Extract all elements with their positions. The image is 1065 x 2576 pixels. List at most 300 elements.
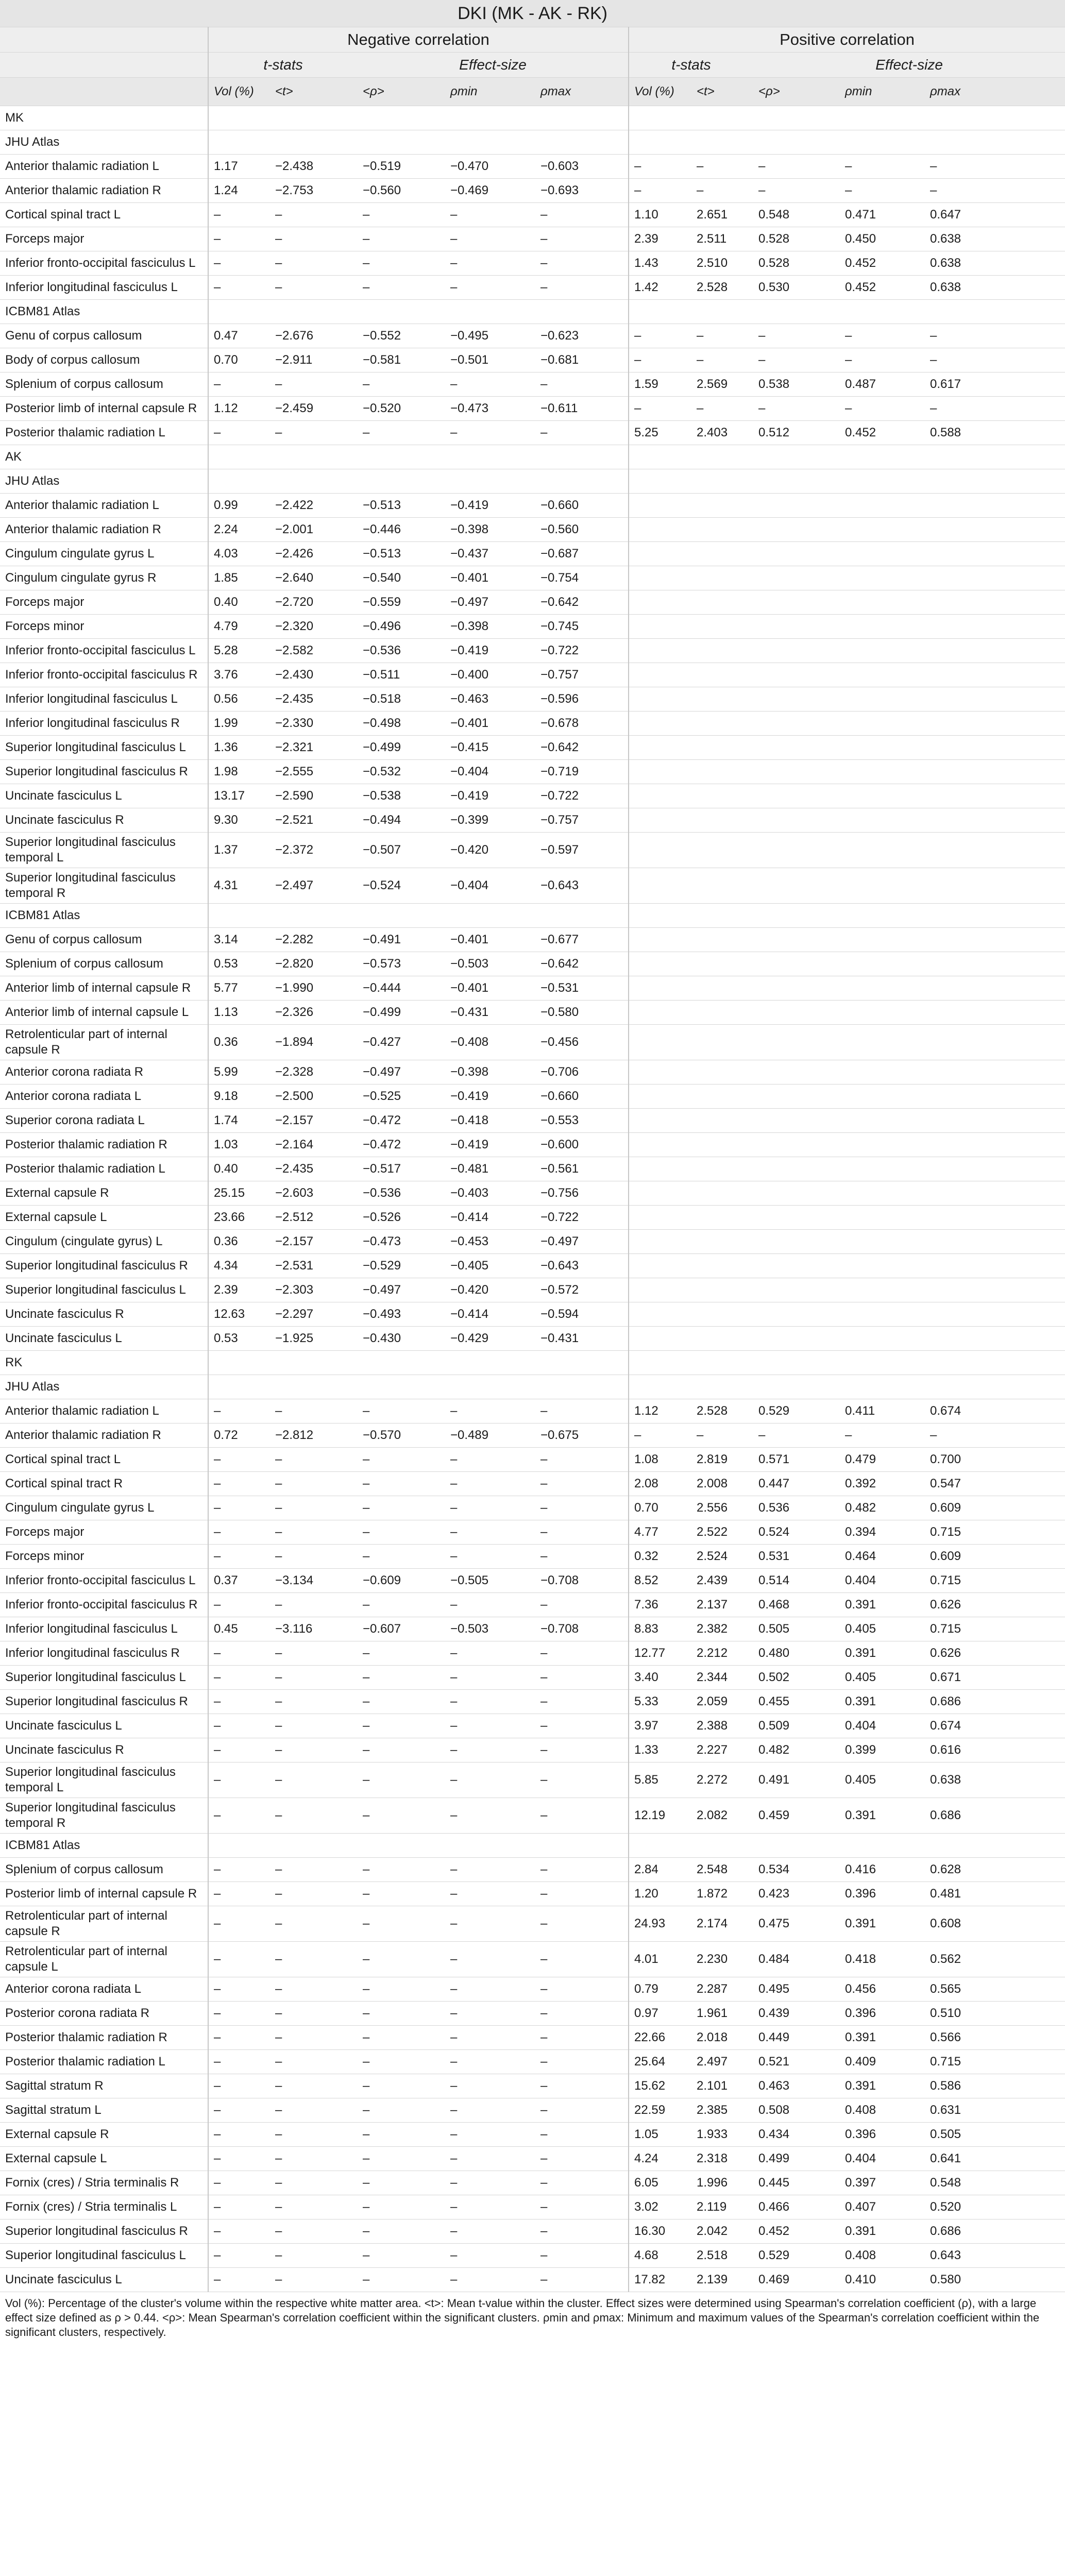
- value-cell: −0.560: [358, 179, 445, 203]
- value-cell: 0.396: [840, 2123, 925, 2147]
- value-cell: [691, 1001, 753, 1025]
- value-cell: –: [445, 1496, 535, 1520]
- value-cell: 0.392: [840, 1472, 925, 1496]
- table-row: [0, 372, 1065, 397]
- empty-cell: [270, 130, 358, 155]
- value-cell: −0.706: [535, 1060, 629, 1084]
- value-cell: [629, 566, 691, 590]
- value-cell: [629, 1084, 691, 1109]
- empty-cell: [840, 469, 925, 494]
- value-cell: −0.519: [358, 155, 445, 179]
- value-cell: 1.20: [629, 1882, 691, 1906]
- col-header-region: [0, 78, 208, 106]
- value-cell: [925, 976, 1065, 1001]
- value-cell: 0.571: [753, 1448, 840, 1472]
- value-cell: [925, 590, 1065, 615]
- value-cell: 0.626: [925, 1593, 1065, 1617]
- value-cell: 0.495: [753, 1977, 840, 2002]
- neg-tstats-header: t-stats: [208, 53, 358, 78]
- value-cell: −0.607: [358, 1617, 445, 1641]
- atlas-label: ICBM81 Atlas: [0, 1834, 208, 1858]
- value-cell: −0.609: [358, 1569, 445, 1593]
- value-cell: –: [208, 2123, 270, 2147]
- table-row: [0, 2074, 1065, 2098]
- value-cell: –: [270, 2002, 358, 2026]
- region-cell: Superior longitudinal fasciculus R: [0, 1690, 208, 1714]
- col-header-pos-rhomin: ρmin: [840, 78, 925, 106]
- value-cell: –: [208, 1520, 270, 1545]
- value-cell: 2.528: [691, 1399, 753, 1423]
- value-cell: –: [445, 2147, 535, 2171]
- empty-cell: [358, 1834, 445, 1858]
- empty-cell: [925, 1375, 1065, 1399]
- value-cell: −0.678: [535, 711, 629, 736]
- value-cell: −2.812: [270, 1423, 358, 1448]
- value-cell: [629, 1254, 691, 1278]
- value-cell: –: [270, 1798, 358, 1834]
- table-row: [0, 1399, 1065, 1423]
- value-cell: –: [208, 2244, 270, 2268]
- value-cell: 1.85: [208, 566, 270, 590]
- empty-cell: [925, 445, 1065, 469]
- value-cell: –: [535, 1448, 629, 1472]
- value-cell: 22.59: [629, 2098, 691, 2123]
- value-cell: –: [445, 1942, 535, 1977]
- value-cell: –: [445, 1690, 535, 1714]
- value-cell: 0.529: [753, 2244, 840, 2268]
- value-cell: –: [535, 2244, 629, 2268]
- region-cell: Inferior longitudinal fasciculus R: [0, 1641, 208, 1666]
- value-cell: 0.463: [753, 2074, 840, 2098]
- value-cell: 5.85: [629, 1762, 691, 1798]
- value-cell: 0.484: [753, 1942, 840, 1977]
- value-cell: [925, 1278, 1065, 1302]
- value-cell: −0.536: [358, 639, 445, 663]
- value-cell: 0.452: [840, 421, 925, 445]
- value-cell: 1.99: [208, 711, 270, 736]
- value-cell: 0.464: [840, 1545, 925, 1569]
- value-cell: 0.638: [925, 276, 1065, 300]
- value-cell: [753, 639, 840, 663]
- value-cell: [925, 1084, 1065, 1109]
- value-cell: 0.391: [840, 2074, 925, 2098]
- region-cell: Anterior thalamic radiation L: [0, 1399, 208, 1423]
- value-cell: [753, 928, 840, 952]
- value-cell: 0.416: [840, 1858, 925, 1882]
- value-cell: −0.560: [535, 518, 629, 542]
- col-header-neg-rhomax: ρmax: [535, 78, 629, 106]
- table-row: [0, 2123, 1065, 2147]
- value-cell: 1.933: [691, 2123, 753, 2147]
- empty-cell: [445, 106, 535, 130]
- value-cell: −0.660: [535, 1084, 629, 1109]
- value-cell: 2.230: [691, 1942, 753, 1977]
- value-cell: −0.414: [445, 1206, 535, 1230]
- region-cell: Cortical spinal tract L: [0, 203, 208, 227]
- value-cell: [691, 1302, 753, 1327]
- value-cell: −0.603: [535, 155, 629, 179]
- value-cell: [925, 1302, 1065, 1327]
- value-cell: −0.399: [445, 808, 535, 833]
- empty-cell: [270, 1375, 358, 1399]
- value-cell: 13.17: [208, 784, 270, 808]
- value-cell: 0.408: [840, 2244, 925, 2268]
- value-cell: 3.14: [208, 928, 270, 952]
- value-cell: [840, 928, 925, 952]
- value-cell: −0.493: [358, 1302, 445, 1327]
- value-cell: 0.491: [753, 1762, 840, 1798]
- value-cell: 0.686: [925, 1690, 1065, 1714]
- value-cell: −0.532: [358, 760, 445, 784]
- value-cell: −2.328: [270, 1060, 358, 1084]
- value-cell: 17.82: [629, 2268, 691, 2292]
- empty-cell: [535, 1375, 629, 1399]
- value-cell: [925, 566, 1065, 590]
- col-header-pos-rho: <ρ>: [753, 78, 840, 106]
- value-cell: 2.344: [691, 1666, 753, 1690]
- value-cell: 0.715: [925, 2050, 1065, 2074]
- table-row: [0, 179, 1065, 203]
- value-cell: 0.700: [925, 1448, 1065, 1472]
- region-cell: Anterior thalamic radiation R: [0, 179, 208, 203]
- empty-cell: [925, 1834, 1065, 1858]
- value-cell: –: [753, 1423, 840, 1448]
- value-cell: 0.56: [208, 687, 270, 711]
- table-row: [0, 542, 1065, 566]
- value-cell: –: [270, 2050, 358, 2074]
- empty-cell: [691, 1834, 753, 1858]
- region-cell: Anterior thalamic radiation R: [0, 518, 208, 542]
- value-cell: –: [535, 1942, 629, 1977]
- value-cell: –: [208, 1545, 270, 1569]
- value-cell: 0.626: [925, 1641, 1065, 1666]
- region-cell: Inferior longitudinal fasciculus L: [0, 276, 208, 300]
- empty-cell: [358, 106, 445, 130]
- value-cell: –: [208, 2268, 270, 2292]
- value-cell: −0.505: [445, 1569, 535, 1593]
- value-cell: −2.422: [270, 494, 358, 518]
- value-cell: −3.134: [270, 1569, 358, 1593]
- region-cell: Superior longitudinal fasciculus temporal R: [0, 868, 208, 904]
- region-cell: Superior longitudinal fasciculus L: [0, 736, 208, 760]
- value-cell: −2.164: [270, 1133, 358, 1157]
- table-row: [0, 976, 1065, 1001]
- empty-cell: [840, 904, 925, 928]
- value-cell: [691, 928, 753, 952]
- value-cell: 25.15: [208, 1181, 270, 1206]
- value-cell: [840, 784, 925, 808]
- value-cell: –: [535, 2219, 629, 2244]
- value-cell: [691, 518, 753, 542]
- value-cell: −2.157: [270, 1109, 358, 1133]
- value-cell: –: [840, 324, 925, 348]
- region-cell: Inferior fronto-occipital fasciculus L: [0, 1569, 208, 1593]
- value-cell: 2.042: [691, 2219, 753, 2244]
- value-cell: –: [629, 155, 691, 179]
- value-cell: –: [535, 1798, 629, 1834]
- value-cell: [691, 494, 753, 518]
- value-cell: [629, 639, 691, 663]
- table-row: [0, 566, 1065, 590]
- section-label: RK: [0, 1351, 208, 1375]
- value-cell: –: [358, 1520, 445, 1545]
- value-cell: 0.396: [840, 1882, 925, 1906]
- value-cell: –: [445, 2098, 535, 2123]
- value-cell: –: [445, 1593, 535, 1617]
- value-cell: –: [270, 372, 358, 397]
- value-cell: 0.674: [925, 1399, 1065, 1423]
- value-cell: −0.496: [358, 615, 445, 639]
- value-cell: [629, 1001, 691, 1025]
- value-cell: 0.97: [629, 2002, 691, 2026]
- table-row: [0, 1520, 1065, 1545]
- value-cell: [840, 1060, 925, 1084]
- value-cell: −0.494: [358, 808, 445, 833]
- pos-effect-size-header: Effect-size: [753, 53, 1065, 78]
- table-row: [0, 784, 1065, 808]
- region-cell: Uncinate fasciculus R: [0, 1302, 208, 1327]
- region-cell: Sagittal stratum R: [0, 2074, 208, 2098]
- value-cell: 0.36: [208, 1230, 270, 1254]
- value-cell: −0.497: [445, 590, 535, 615]
- value-cell: 0.468: [753, 1593, 840, 1617]
- empty-cell: [208, 300, 270, 324]
- value-cell: −0.561: [535, 1157, 629, 1181]
- empty-cell: [925, 130, 1065, 155]
- col-header-pos-t: <t>: [691, 78, 753, 106]
- value-cell: –: [270, 2123, 358, 2147]
- value-cell: [753, 784, 840, 808]
- value-cell: [629, 1157, 691, 1181]
- value-cell: [840, 760, 925, 784]
- corner-cell: [0, 27, 208, 53]
- value-cell: [629, 868, 691, 904]
- empty-cell: [270, 1834, 358, 1858]
- value-cell: −0.497: [358, 1060, 445, 1084]
- value-cell: 0.471: [840, 203, 925, 227]
- value-cell: –: [535, 2098, 629, 2123]
- value-cell: –: [445, 2171, 535, 2195]
- value-cell: 0.391: [840, 1906, 925, 1942]
- value-cell: [691, 1230, 753, 1254]
- value-cell: [753, 736, 840, 760]
- value-cell: –: [535, 251, 629, 276]
- value-cell: –: [445, 1520, 535, 1545]
- value-cell: [753, 518, 840, 542]
- table-row: [0, 1906, 1065, 1942]
- empty-cell: [691, 904, 753, 928]
- value-cell: −0.437: [445, 542, 535, 566]
- positive-correlation-header: Positive correlation: [629, 27, 1065, 53]
- value-cell: 1.24: [208, 179, 270, 203]
- value-cell: 1.43: [629, 251, 691, 276]
- value-cell: [753, 663, 840, 687]
- value-cell: [691, 1060, 753, 1084]
- value-cell: −0.520: [358, 397, 445, 421]
- empty-cell: [535, 1834, 629, 1858]
- value-cell: −2.430: [270, 663, 358, 687]
- value-cell: −0.581: [358, 348, 445, 372]
- value-cell: –: [270, 1942, 358, 1977]
- value-cell: –: [270, 2098, 358, 2123]
- value-cell: 2.510: [691, 251, 753, 276]
- value-cell: 5.33: [629, 1690, 691, 1714]
- region-cell: Forceps major: [0, 227, 208, 251]
- value-cell: 0.638: [925, 1762, 1065, 1798]
- empty-cell: [629, 1834, 691, 1858]
- value-cell: 0.79: [629, 1977, 691, 2002]
- value-cell: 4.68: [629, 2244, 691, 2268]
- value-cell: –: [535, 1690, 629, 1714]
- value-cell: −0.499: [358, 736, 445, 760]
- value-cell: [840, 736, 925, 760]
- value-cell: 0.72: [208, 1423, 270, 1448]
- value-cell: 0.99: [208, 494, 270, 518]
- value-cell: –: [535, 1593, 629, 1617]
- empty-cell: [208, 1834, 270, 1858]
- value-cell: –: [208, 1858, 270, 1882]
- region-cell: Retrolenticular part of internal capsule R: [0, 1025, 208, 1060]
- value-cell: 5.25: [629, 421, 691, 445]
- value-cell: −0.419: [445, 1133, 535, 1157]
- empty-cell: [840, 300, 925, 324]
- value-cell: –: [208, 2002, 270, 2026]
- atlas-label: JHU Atlas: [0, 130, 208, 155]
- value-cell: 2.174: [691, 1906, 753, 1942]
- value-cell: [753, 1254, 840, 1278]
- value-cell: 0.53: [208, 952, 270, 976]
- region-cell: External capsule L: [0, 1206, 208, 1230]
- value-cell: –: [358, 2171, 445, 2195]
- value-cell: 1.33: [629, 1738, 691, 1762]
- value-cell: [925, 868, 1065, 904]
- empty-cell: [535, 106, 629, 130]
- value-cell: –: [358, 1399, 445, 1423]
- empty-cell: [629, 130, 691, 155]
- empty-cell: [629, 904, 691, 928]
- value-cell: –: [270, 1593, 358, 1617]
- table-row: [0, 1206, 1065, 1230]
- value-cell: –: [208, 421, 270, 445]
- empty-cell: [691, 106, 753, 130]
- col-header-neg-rhomin: ρmin: [445, 78, 535, 106]
- value-cell: –: [691, 1423, 753, 1448]
- value-cell: −2.282: [270, 928, 358, 952]
- value-cell: −2.330: [270, 711, 358, 736]
- value-cell: –: [445, 2244, 535, 2268]
- value-cell: 0.638: [925, 227, 1065, 251]
- value-cell: 2.511: [691, 227, 753, 251]
- value-cell: –: [208, 2074, 270, 2098]
- value-cell: −2.590: [270, 784, 358, 808]
- region-cell: Posterior thalamic radiation L: [0, 2050, 208, 2074]
- table-row: [0, 1448, 1065, 1472]
- value-cell: –: [270, 1641, 358, 1666]
- value-cell: –: [208, 203, 270, 227]
- value-cell: –: [208, 1906, 270, 1942]
- value-cell: –: [270, 1496, 358, 1520]
- value-cell: [840, 663, 925, 687]
- value-cell: −0.427: [358, 1025, 445, 1060]
- value-cell: –: [445, 1798, 535, 1834]
- region-cell: Inferior longitudinal fasciculus L: [0, 1617, 208, 1641]
- value-cell: –: [535, 2147, 629, 2171]
- empty-cell: [629, 469, 691, 494]
- value-cell: 2.388: [691, 1714, 753, 1738]
- value-cell: [691, 736, 753, 760]
- value-cell: −0.517: [358, 1157, 445, 1181]
- section-row: [0, 445, 1065, 469]
- value-cell: –: [535, 1496, 629, 1520]
- empty-cell: [753, 130, 840, 155]
- value-cell: 0.509: [753, 1714, 840, 1738]
- value-cell: −0.552: [358, 324, 445, 348]
- value-cell: –: [535, 1977, 629, 2002]
- value-cell: −0.722: [535, 784, 629, 808]
- value-cell: –: [208, 1798, 270, 1834]
- value-cell: 0.53: [208, 1327, 270, 1351]
- value-cell: −0.518: [358, 687, 445, 711]
- table-row: [0, 663, 1065, 687]
- value-cell: –: [445, 1858, 535, 1882]
- col-header-pos-rhomax: ρmax: [925, 78, 1065, 106]
- value-cell: −2.640: [270, 566, 358, 590]
- value-cell: [925, 1133, 1065, 1157]
- value-cell: [925, 1206, 1065, 1230]
- value-cell: −0.597: [535, 833, 629, 868]
- value-cell: 0.404: [840, 1569, 925, 1593]
- value-cell: –: [208, 1690, 270, 1714]
- subgroup-header-row: [0, 53, 1065, 78]
- value-cell: [753, 868, 840, 904]
- value-cell: [691, 1025, 753, 1060]
- col-header-pos-vol: Vol (%): [629, 78, 691, 106]
- value-cell: −2.582: [270, 639, 358, 663]
- region-cell: Posterior thalamic radiation L: [0, 1157, 208, 1181]
- value-cell: 2.569: [691, 372, 753, 397]
- table-row: [0, 1882, 1065, 1906]
- value-cell: 0.510: [925, 2002, 1065, 2026]
- value-cell: –: [535, 1545, 629, 1569]
- empty-cell: [208, 106, 270, 130]
- value-cell: –: [445, 2074, 535, 2098]
- table-row: [0, 1569, 1065, 1593]
- value-cell: −0.531: [535, 976, 629, 1001]
- table-row: [0, 1545, 1065, 1569]
- value-cell: 0.475: [753, 1906, 840, 1942]
- value-cell: 0.647: [925, 203, 1065, 227]
- value-cell: −0.429: [445, 1327, 535, 1351]
- value-cell: –: [535, 2268, 629, 2292]
- value-cell: 0.456: [840, 1977, 925, 2002]
- value-cell: 0.534: [753, 1858, 840, 1882]
- value-cell: −2.521: [270, 808, 358, 833]
- value-cell: [925, 1327, 1065, 1351]
- empty-cell: [445, 445, 535, 469]
- value-cell: 1.961: [691, 2002, 753, 2026]
- empty-cell: [629, 106, 691, 130]
- value-cell: −0.596: [535, 687, 629, 711]
- region-cell: Superior longitudinal fasciculus L: [0, 1278, 208, 1302]
- value-cell: 1.13: [208, 1001, 270, 1025]
- value-cell: [753, 976, 840, 1001]
- value-cell: –: [445, 1666, 535, 1690]
- region-cell: Posterior limb of internal capsule R: [0, 397, 208, 421]
- value-cell: –: [753, 397, 840, 421]
- value-cell: –: [535, 1641, 629, 1666]
- value-cell: 0.638: [925, 251, 1065, 276]
- region-cell: Anterior limb of internal capsule R: [0, 976, 208, 1001]
